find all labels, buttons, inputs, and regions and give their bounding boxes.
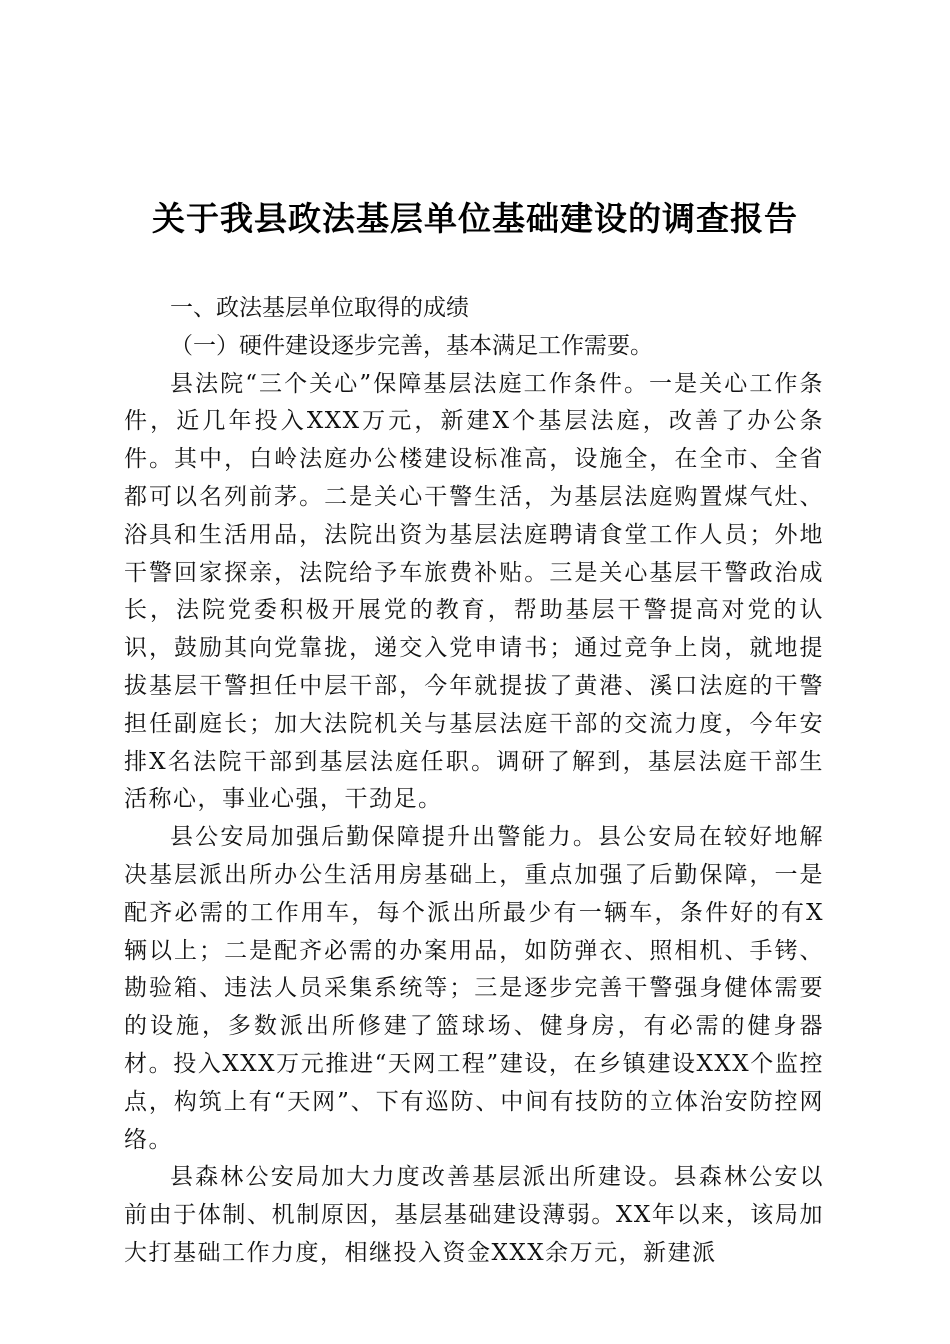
paragraph-forest-police: 县森林公安局加大力度改善基层派出所建设。县森林公安以前由于体制、机制原因，基层基础建设薄弱。XX年以来，该局加大打基础工作力度，相继投入资金XXX余万元，新建派 <box>124 1164 824 1266</box>
document-title: 关于我县政法基层单位基础建设的调查报告 <box>152 199 798 238</box>
paragraph-public-security: 县公安局加强后勤保障提升出警能力。县公安局在较好地解决基层派出所办公生活用房基础上，重点加强了后勤保障，一是配齐必需的工作用车，每个派出所最少有一辆车，条件好的有X辆以上；二是配齐必需的办案用品，如防弹衣、照相机、手铐、勘验箱、违法人员采集系统等；三是逐步完善干警强身健体需要的设施，多数派出所修建了篮球场、健身房，有必需的健身器材。投入XXX万元推进“天网工程”建设，在乡镇建设XXX个监控点，构筑上有“天网”、下有巡防、中间有技防的立体治安防控网络。 <box>124 824 824 1153</box>
paragraph-court: 县法院“三个关心”保障基层法庭工作条件。一是关心工作条件，近几年投入XXX万元，新建X个基层法庭，改善了办公条件。其中，白岭法庭办公楼建设标准高，设施全，在全市、全省都可以名列前茅。二是关心干警生活，为基层法庭购置煤气灶、浴具和生活用品，法院出资为基层法庭聘请食堂工作人员；外地干警回家探亲，法院给予车旅费补贴。三是关心基层干警政治成长，法院党委积极开展党的教育，帮助基层干警提高对党的认识，鼓励其向党靠拢，递交入党申请书；通过竞争上岗，就地提拔基层干警担任中层干部，今年就提拔了黄港、溪口法庭的干警担任副庭长；加大法院机关与基层法庭干部的交流力度，今年安排X名法院干部到基层法庭任职。调研了解到，基层法庭干部生活称心，事业心强，干劲足。 <box>124 370 824 813</box>
subsection-heading: （一）硬件建设逐步完善，基本满足工作需要。 <box>170 332 653 359</box>
document-body <box>124 290 824 1273</box>
section-heading: 一、政法基层单位取得的成绩 <box>170 295 469 321</box>
